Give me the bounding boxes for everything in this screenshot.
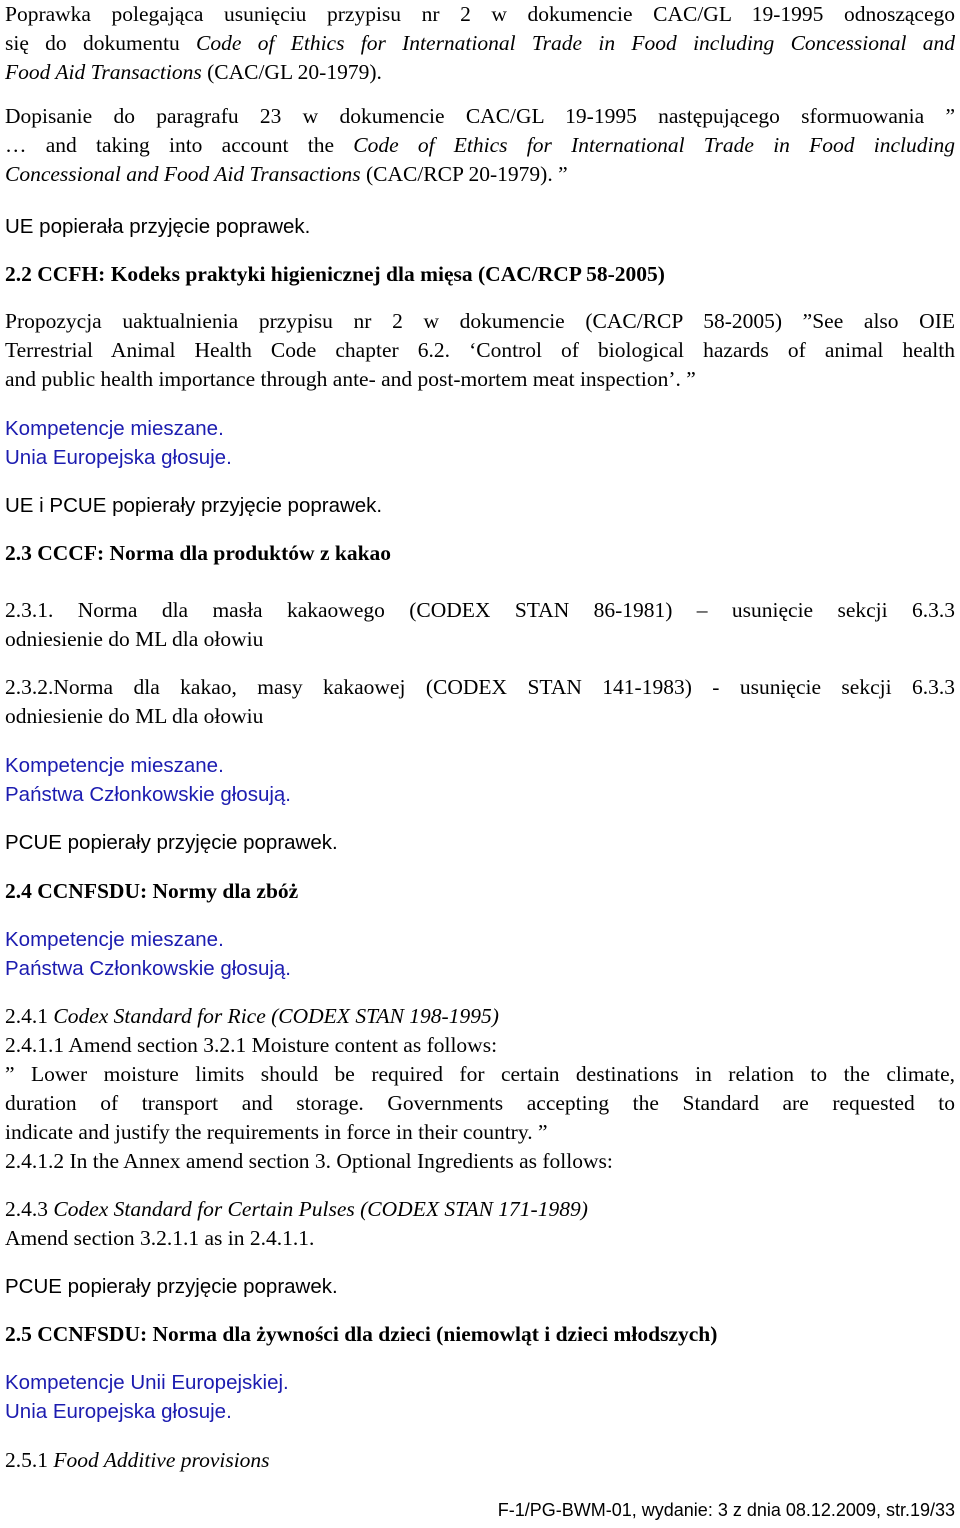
paragraph-2-3-2: 2.3.2.Norma dla kakao, masy kakaowej (CODEX STAN 141-1983) - usunięcie sekcji 6.3.3 odniesienie do ML dla ołowiu [5,675,955,728]
paragraph-2-4-1-rice: 2.4.1 Codex Standard for Rice (CODEX STAN 198-1995) 2.4.1.1 Amend section 3.2.1 Moisture content as follows: ” Lower moisture limits should be required for certain destinations in relation to the climate, duration of transport and storage. Governments accepting the Standard are requested to indicate and justify the requirements in force in their country. ” 2.4.1.2 In the Annex amend section 3. Optional Ingredients as follows: [5,1004,955,1173]
section-heading-2-3: 2.3 CCCF: Norma dla produktów z kakao [5,541,392,565]
competence-note-2-4: Kompetencje mieszane. Państwa Członkowskie głosują. [5,928,291,980]
section-heading-2-4: 2.4 CCNFSDU: Normy dla zbóż [5,879,299,903]
paragraph-ccfh-footnote-update: Propozycja uaktualnienia przypisu nr 2 w dokumencie (CAC/RCP 58-2005) ”See also OIE Terrestrial Animal Health Code chapter 6.2. ‘Control of biological hazards of animal health and public health importance through ante- and post-mortem meat inspection’. ” [5,309,955,391]
paragraph-paragraph-23-addition: Dopisanie do paragrafu 23 w dokumencie CAC/GL 19-1995 następującego sformuowania ” … and taking into account the Code of Ethics for International Trade in Food including Concessional and Food Aid Transactions (CAC/RCP 20-1979). ” [5,104,955,186]
ue-pcue-support-note: UE i PCUE popierały przyjęcie poprawek. [5,494,383,517]
competence-note-2-5: Kompetencje Unii Europejskiej. Unia Europejska głosuje. [5,1371,289,1423]
paragraph-footnote-removal: Poprawka polegająca usunięciu przypisu nr 2 w dokumencie CAC/GL 19-1995 odnoszącego się do dokumentu Code of Ethics for International Trade in Food including Concessional and Food Aid Transactions (CAC/GL 20-1979). [5,2,955,84]
paragraph-2-5-1: 2.5.1 Food Additive provisions [5,1448,270,1472]
competence-note-2-3: Kompetencje mieszane. Państwa Członkowskie głosują. [5,754,291,806]
section-heading-2-5: 2.5 CCNFSDU: Norma dla żywności dla dzieci (niemowląt i dzieci młodszych) [5,1322,718,1346]
ue-support-note: UE popierała przyjęcie poprawek. [5,215,311,238]
paragraph-2-4-3-pulses: 2.4.3 Codex Standard for Certain Pulses (CODEX STAN 171-1989) Amend section 3.2.1.1 as in 2.4.1.1. [5,1197,588,1250]
page-footer: F-1/PG-BWM-01, wydanie: 3 z dnia 08.12.2009, str.19/33 [497,1500,955,1520]
competence-note-2-2: Kompetencje mieszane. Unia Europejska głosuje. [5,417,232,469]
pcue-support-note-2-4: PCUE popierały przyjęcie poprawek. [5,1275,338,1298]
section-heading-2-2: 2.2 CCFH: Kodeks praktyki higienicznej dla mięsa (CAC/RCP 58-2005) [5,262,665,286]
pcue-support-note-2-3: PCUE popierały przyjęcie poprawek. [5,831,338,854]
paragraph-2-3-1: 2.3.1. Norma dla masła kakaowego (CODEX STAN 86-1981) – usunięcie sekcji 6.3.3 odniesienie do ML dla ołowiu [5,598,955,651]
